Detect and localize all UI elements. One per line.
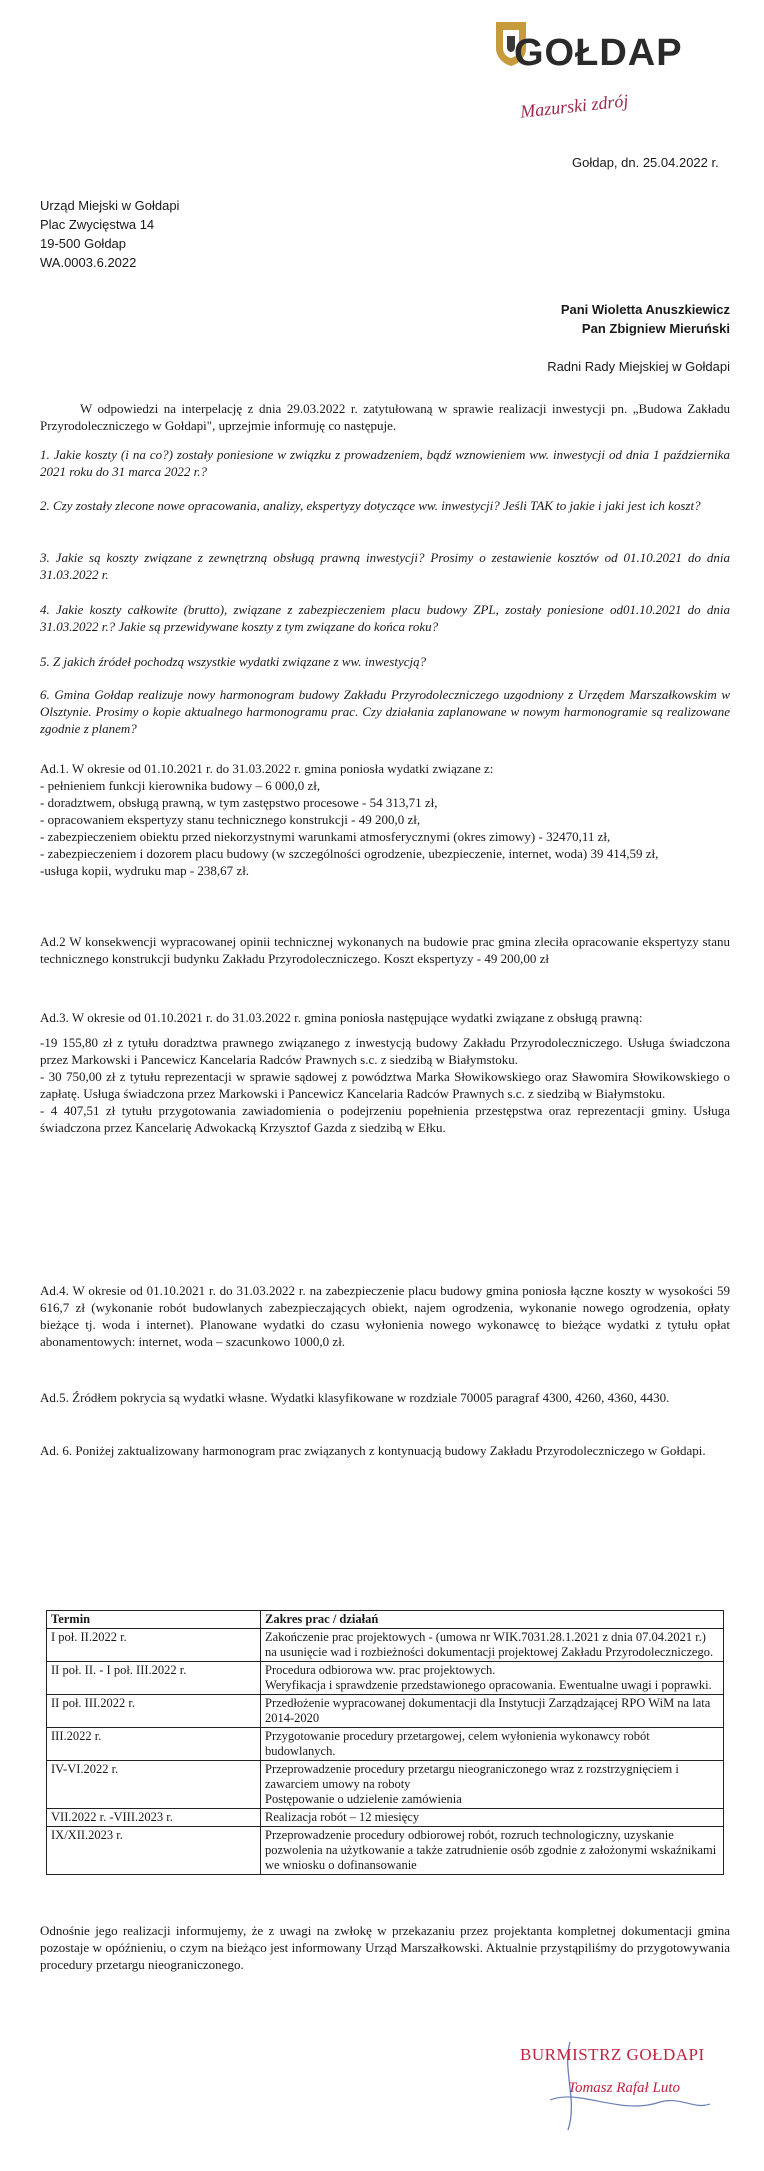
table-row [47,1827,724,1875]
scope-line: Realizacja robót – 12 miesięcy [265,1810,420,1824]
term-cell: II poł. II. - I poł. III.2022 r. [47,1662,261,1695]
question-3: 3. Jakie są koszty związane z zewnętrzną obsługą prawną inwestycji? Prosimy o zestawienie kosztów od 01.10.2021 do dnia 31.03.2022 r. [40,550,730,582]
answer-1 [40,760,730,879]
answer-3 [40,1009,730,1136]
answer-1-intro: Ad.1. W okresie od 01.10.2021 r. do 31.03.2022 r. gmina poniosła wydatki związane z: [40,761,494,776]
addressee-name: Pani Wioletta Anuszkiewicz [560,302,730,317]
list-item: - 30 750,00 zł z tytułu reprezentacji w sprawie sądowej z powództwa Marka Słowikowskiego oraz Sławomira Słowikowskiego o zapłatę. Usługa świadczona przez Markowski i Pancewicz Kancelaria Radców Prawnych s.c. z siedzibą w Białymstoku. [40,1069,730,1101]
addressee-names [561,300,730,338]
scope-cell [261,1695,724,1728]
scope-line: Zakończenie prac projektowych - (umowa nr WIK.7031.28.1.2021 z dnia 07.04.2021 r.) na usunięcie wad i rozbieżności dokumentacji projektowej Zakładu Przyrodoleczniczego. [265,1630,714,1659]
answer-6: Ad. 6. Poniżej zaktualizowany harmonogram prac związanych z kontynuacją budowy Zakładu Przyrodoleczniczego w Gołdapi. [40,1443,706,1458]
term-cell: IV-VI.2022 r. [47,1761,261,1809]
town-logo [494,12,744,92]
term-cell: VII.2022 r. -VIII.2023 r. [47,1809,261,1827]
question-2: 2. Czy zostały zlecone nowe opracowania, analizy, ekspertyzy dotyczące ww. inwestycji? Jeśli TAK to jakie i jaki jest ich koszt? [40,498,701,513]
term-cell: IX/XII.2023 r. [47,1827,261,1875]
addressee-role: Radni Rady Miejskiej w Gołdapi [547,359,730,374]
scope-line: Procedura odbiorowa ww. prac projektowych. [265,1663,496,1677]
scope-cell [261,1728,724,1761]
table-row [47,1809,724,1827]
list-item: - zabezpieczeniem obiektu przed niekorzystnymi warunkami atmosferycznymi (okres zimowy) - 32470,11 zł, [40,829,611,844]
sender-address-block [40,196,179,272]
scope-line: Weryfikacja i sprawdzenie przedstawionego opracowania. Ewentualne uwagi i poprawki. [265,1678,712,1692]
column-header-scope: Zakres prac / działań [261,1611,724,1629]
scope-cell [261,1827,724,1875]
answer-3-list [40,1034,730,1136]
list-item: - zabezpieczeniem i dozorem placu budowy (w szczególności ogrodzenie, ubezpieczenie, internet, woda) 39 414,59 zł, [40,846,659,861]
scope-line: Przeprowadzenie procedury przetargu nieograniczonego wraz z rozstrzygnięciem i zawarciem umowy na roboty [265,1762,679,1791]
list-item: - pełnieniem funkcji kierownika budowy – 6 000,0 zł, [40,778,321,793]
logo-wordmark: GOŁDAP [514,32,683,74]
scope-line: Przeprowadzenie procedury odbiorowej robót, rozruch technologiczny, uzyskanie pozwolenia na użytkowanie a także zatrudnienie osób zgodnie z założonymi wskaźnikami we wniosku o dofinansowanie [265,1828,717,1872]
scope-cell [261,1761,724,1809]
question-6: 6. Gmina Gołdap realizuje nowy harmonogram budowy Zakładu Przyrodoleczniczego uzgodniony z Urzędem Marszałkowskim w Olsztynie. Prosimy o kopie aktualnego harmonogramu prac. Czy działania zaplanowane w nowym harmonogramie są realizowane zgodnie z planem? [40,687,730,736]
table-row [47,1662,724,1695]
address-line: 19-500 Gołdap [40,236,127,251]
table-header-row [47,1611,724,1629]
intro-paragraph: W odpowiedzi na interpelację z dnia 29.03.2022 r. zatytułowaną w sprawie realizacji inwestycji pn. „Budowa Zakładu Przyrodoleczniczego w Gołdapi", uprzejmie informuję co następuje. [40,401,730,433]
column-header-term: Termin [47,1611,261,1629]
question-1: 1. Jakie koszty (i na co?) zostały poniesione w związku z prowadzeniem, bądź wznowieniem ww. inwestycji od dnia 1 października 2021 roku do 31 marca 2022 r.? [40,447,730,479]
closing-paragraph: Odnośnie jego realizacji informujemy, że z uwagi na zwłokę w przekazaniu przez projektanta kompletnej dokumentacji gmina pozostaje w opóźnieniu, o czym na bieżąco jest informowany Urząd Marszałkowski. Aktualnie przystąpiliśmy do przygotowywania procedury przetargu nieograniczonego. [40,1923,730,1972]
logo-tagline: Mazurski zdrój [519,90,630,122]
term-cell: III.2022 r. [47,1728,261,1761]
scope-line: Przygotowanie procedury przetargowej, celem wyłonienia wykonawcy robót budowlanych. [265,1729,650,1758]
addressee-name: Pan Zbigniew Mieruński [581,321,730,336]
list-item: - opracowaniem ekspertyzy stanu technicznego konstrukcji - 49 200,0 zł, [40,812,421,827]
scope-cell [261,1809,724,1827]
scope-line: Postępowanie o udzielenie zamówienia [265,1792,462,1806]
address-line: Urząd Miejski w Gołdapi [40,198,180,213]
answer-2: Ad.2 W konsekwencji wypracowanej opinii technicznej wykonanych na budowie prac gmina zleciła opracowanie ekspertyzy stanu technicznego konstrukcji budynku Zakładu Przyrodoleczniczego. Koszt ekspertyzy - 49 200,00 zł [40,934,730,966]
table-row [47,1728,724,1761]
list-item: - 4 407,51 zł tytułu przygotowania zawiadomienia o podejrzeniu popełnienia przestępstwa oraz reprezentacji gminy. Usługa świadczona przez Kancelarię Adwokacką Krzysztof Gazda z siedzibą w Ełku. [40,1103,730,1135]
schedule-table [46,1610,724,1875]
scope-cell [261,1629,724,1662]
scope-line: Przedłożenie wypracowanej dokumentacji dla Instytucji Zarządzającej RPO WiM na lata 2014-2020 [265,1696,711,1725]
scope-cell [261,1662,724,1695]
answer-3-intro: Ad.3. W okresie od 01.10.2021 r. do 31.03.2022 r. gmina poniosła następujące wydatki związane z obsługą prawną: [40,1010,643,1025]
list-item: - doradztwem, obsługą prawną, w tym zastępstwo procesowe - 54 313,71 zł, [40,795,438,810]
table-row [47,1761,724,1809]
table-row [47,1629,724,1662]
list-item: -usługa kopii, wydruku map - 238,67 zł. [40,863,250,878]
address-line: Plac Zwycięstwa 14 [40,217,155,232]
place-date: Gołdap, dn. 25.04.2022 r. [572,155,719,170]
list-item: -19 155,80 zł z tytułu doradztwa prawnego związanego z inwestycją budowy Zakładu Przyrodoleczniczego. Usługa świadczona przez Markowski i Pancewicz Kancelaria Radców Prawnych s.c. z siedzibą w Białymstoku. [40,1035,730,1067]
answer-4: Ad.4. W okresie od 01.10.2021 r. do 31.03.2022 r. na zabezpieczenie placu budowy gmina poniosła łączne koszty w wysokości 59 616,7 zł (wykonanie robót budowlanych zabezpieczających obiekt, najem ogrodzenia, wykonanie nowego ogrodzenia, opłaty bieżące tj. woda i internet). Planowane wydatki do czasu wyłonienia nowego wykonawcę to bieżące wydatki z tytułu opłat abonamentowych: internet, woda – szacunkowo 1000,0 zł. [40,1283,730,1349]
mayor-stamp-name: Tomasz Rafał Luto [568,2080,680,2096]
answer-1-list [40,777,730,879]
term-cell: I poł. II.2022 r. [47,1629,261,1662]
term-cell: II poł. III.2022 r. [47,1695,261,1728]
reference-number: WA.0003.6.2022 [40,255,137,270]
table-row [47,1695,724,1728]
answer-5: Ad.5. Źródłem pokrycia są wydatki własne. Wydatki klasyfikowane w rozdziale 70005 paragraf 4300, 4260, 4360, 4430. [40,1390,670,1405]
mayor-stamp-title: BURMISTRZ GOŁDAPI [520,2045,705,2064]
question-5: 5. Z jakich źródeł pochodzą wszystkie wydatki związane z ww. inwestycją? [40,654,427,669]
question-4: 4. Jakie koszty całkowite (brutto), związane z zabezpieczeniem placu budowy ZPL, zostały poniesione od01.10.2021 do dnia 31.03.2022 r.? Jakie są przewidywane koszty z tym związane do końca roku? [40,602,730,634]
